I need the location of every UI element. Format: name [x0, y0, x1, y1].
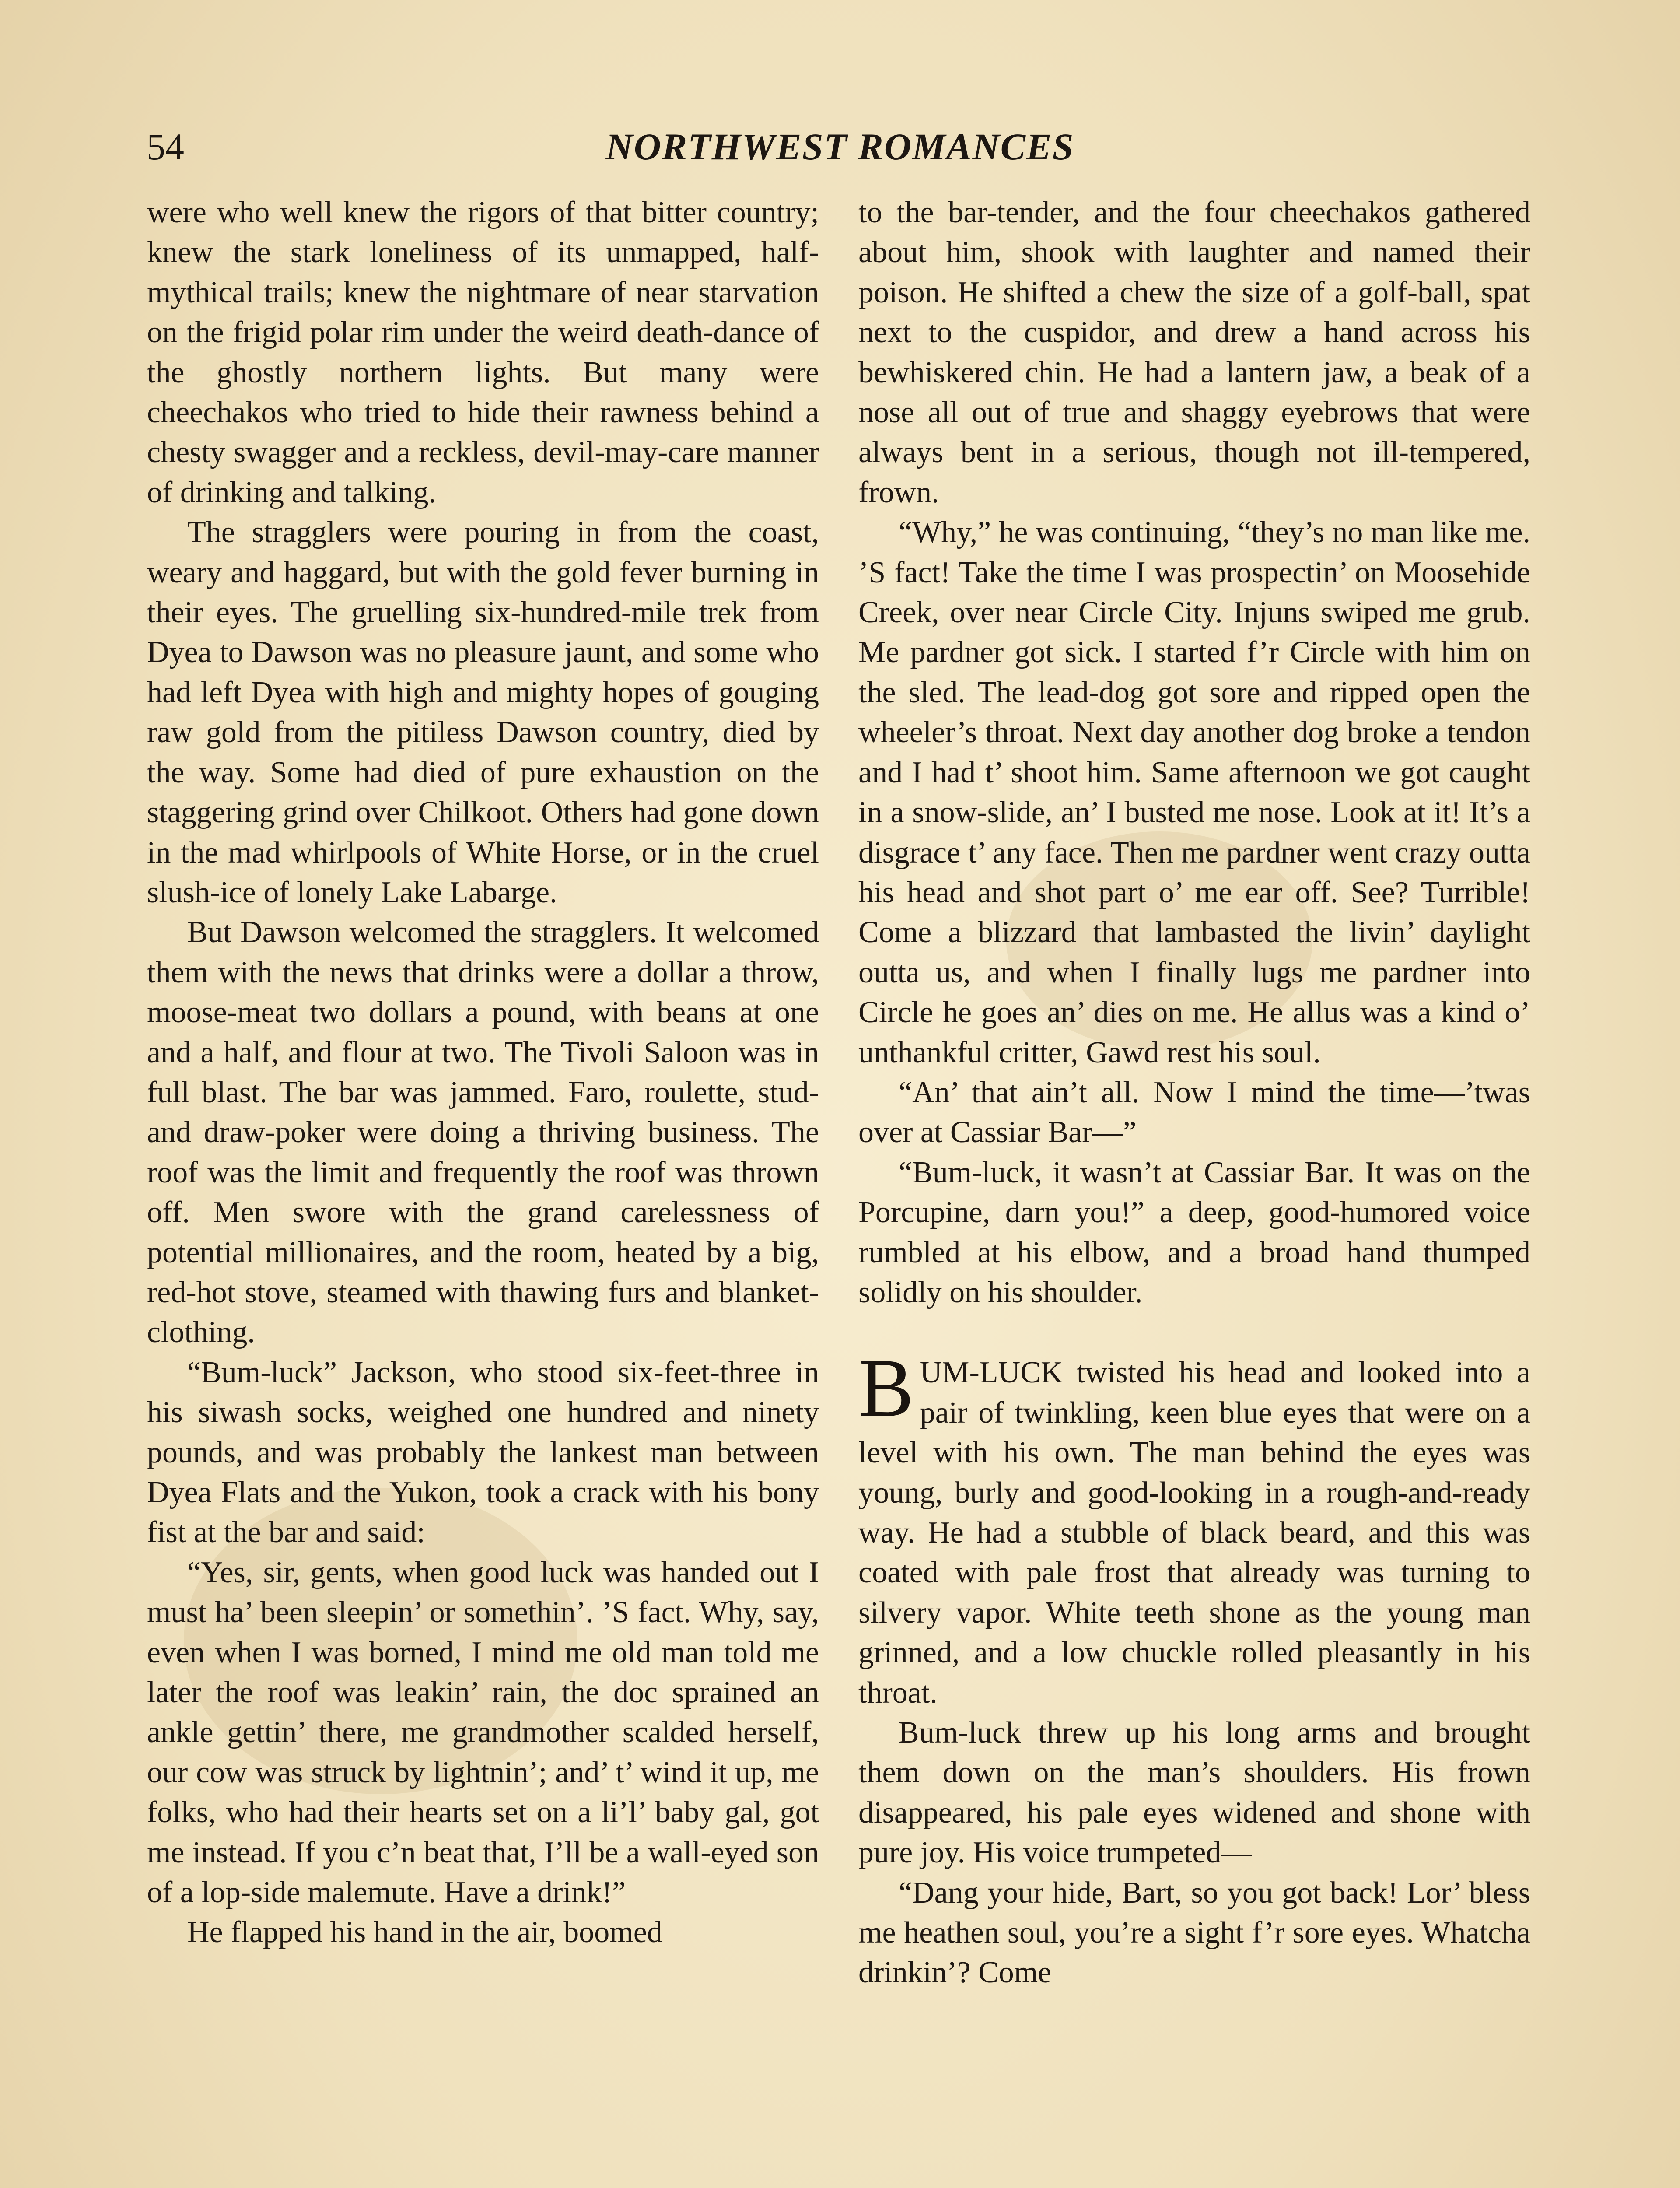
- page-number: 54: [147, 126, 184, 168]
- drop-cap-paragraph-text: UM-LUCK twisted his head and looked into a pair of twinkling, keen blue eyes that were on a level with his own. The man behind the eyes was young, burly and good-looking in a rough-and-ready way. He had a stubble of black beard, and this was coated with pale frost that already was turning to silvery vapor. White teeth shone as the young man grinned, and a low chuckle rolled pleasantly in his throat.: [858, 1356, 1530, 1710]
- section-break: [858, 1312, 1530, 1353]
- right-column: [858, 193, 1530, 1993]
- paragraph: “Bum-luck, it wasn’t at Cassiar Bar. It was on the Porcupine, darn you!” a deep, good-humored voice rumbled at his elbow, and a broad hand thumped solidly on his shoulder.: [858, 1155, 1530, 1309]
- paragraph: But Dawson welcomed the stragglers. It welcomed them with the news that drinks were a dollar a throw, moose-meat two dollars a pound, with beans at one and a half, and flour at two. The Tivoli Saloon was in full blast. The bar was jammed. Faro, roulette, stud- and draw-poker were doing a thriving business. The roof was the limit and frequently the roof was thrown off. Men swore with the grand carelessness of potential millionaires, and the room, heated by a big, red-hot stove, steamed with thawing furs and blanket-clothing.: [147, 915, 819, 1350]
- paragraph: “An’ that ain’t all. Now I mind the time—’twas over at Cassiar Bar—”: [858, 1075, 1530, 1150]
- page-header: [147, 128, 1533, 185]
- drop-cap: B: [858, 1342, 914, 1434]
- paragraph: “Dang your hide, Bart, so you got back! Lor’ bless me heathen soul, you’re a sight f’r sore eyes. Whatcha drinkin’? Come: [858, 1876, 1530, 1990]
- drop-cap-paragraph: [858, 1342, 1530, 1713]
- left-column: [147, 193, 819, 1953]
- paragraph: “Why,” he was continuing, “they’s no man like me. ’S fact! Take the time I was prospectin’ on Moosehide Creek, over near Circle City. Injuns swiped me grub. Me pardner got sick. I started f’r Circle with him on the sled. The lead-dog got sore and ripped open the wheeler’s throat. Next day another dog broke a tendon and I had t’ shoot him. Same afternoon we got caught in a snow-slide, an’ I busted me nose. Look at it! It’s a disgrace t’ any face. Then me pardner went crazy outta his head and shot part o’ me ear off. See? Turrible! Come a blizzard that lambasted the livin’ daylight outta us, and when I finally lugs me pardner into Circle he goes an’ dies on me. He allus was a kind o’ unthankful critter, Gawd rest his soul.: [858, 515, 1530, 1069]
- paragraph: “Yes, sir, gents, when good luck was handed out I must ha’ been sleepin’ or somethin’. ’S fact. Why, say, even when I was borned, I mind me old man told me later the roof was leakin’ rain, the doc sprained an ankle gettin’ there, me grandmother scalded herself, our cow was struck by lightnin’; and’ t’ wind it up, me folks, who had their hearts set on a li’l’ baby gal, got me instead. If you c’n beat that, I’ll be a wall-eyed son of a lop-side malemute. Have a drink!”: [147, 1555, 819, 1910]
- paragraph: were who well knew the rigors of that bitter country; knew the stark loneliness of its unmapped, half-mythical trails; knew the nightmare of near starvation on the frigid polar rim under the weird death-dance of the ghostly northern lights. But many were cheechakos who tried to hide their rawness behind a chesty swagger and a reckless, devil-may-care manner of drinking and talking.: [147, 196, 819, 509]
- running-title: NORTHWEST ROMANCES: [606, 126, 1074, 168]
- paragraph: The stragglers were pouring in from the coast, weary and haggard, but with the gold fever burning in their eyes. The gruelling six-hundred-mile trek from Dyea to Dawson was no pleasure jaunt, and some who had left Dyea with high and mighty hopes of gouging raw gold from the pitiless Dawson country, died by the way. Some had died of pure exhaustion on the staggering grind over Chilkoot. Others had gone down in the mad whirlpools of White Horse, or in the cruel slush-ice of lonely Lake Labarge.: [147, 515, 819, 909]
- paragraph: He flapped his hand in the air, boomed: [187, 1915, 662, 1950]
- paragraph: Bum-luck threw up his long arms and brought them down on the man’s shoulders. His frown disappeared, his pale eyes widened and shone with pure joy. His voice trumpeted—: [858, 1716, 1530, 1870]
- paragraph: “Bum-luck” Jackson, who stood six-feet-three in his siwash socks, weighed one hundred and ninety pounds, and was probably the lankest man between Dyea Flats and the Yukon, took a crack with his bony fist at the bar and said:: [147, 1355, 819, 1550]
- paragraph: to the bar-tender, and the four cheechakos gathered about him, shook with laughter and named their poison. He shifted a chew the size of a golf-ball, spat next to the cuspidor, and drew a hand across his bewhiskered chin. He had a lantern jaw, a beak of a nose all out of true and shaggy eyebrows that were always bent in a serious, though not ill-tempered, frown.: [858, 196, 1530, 509]
